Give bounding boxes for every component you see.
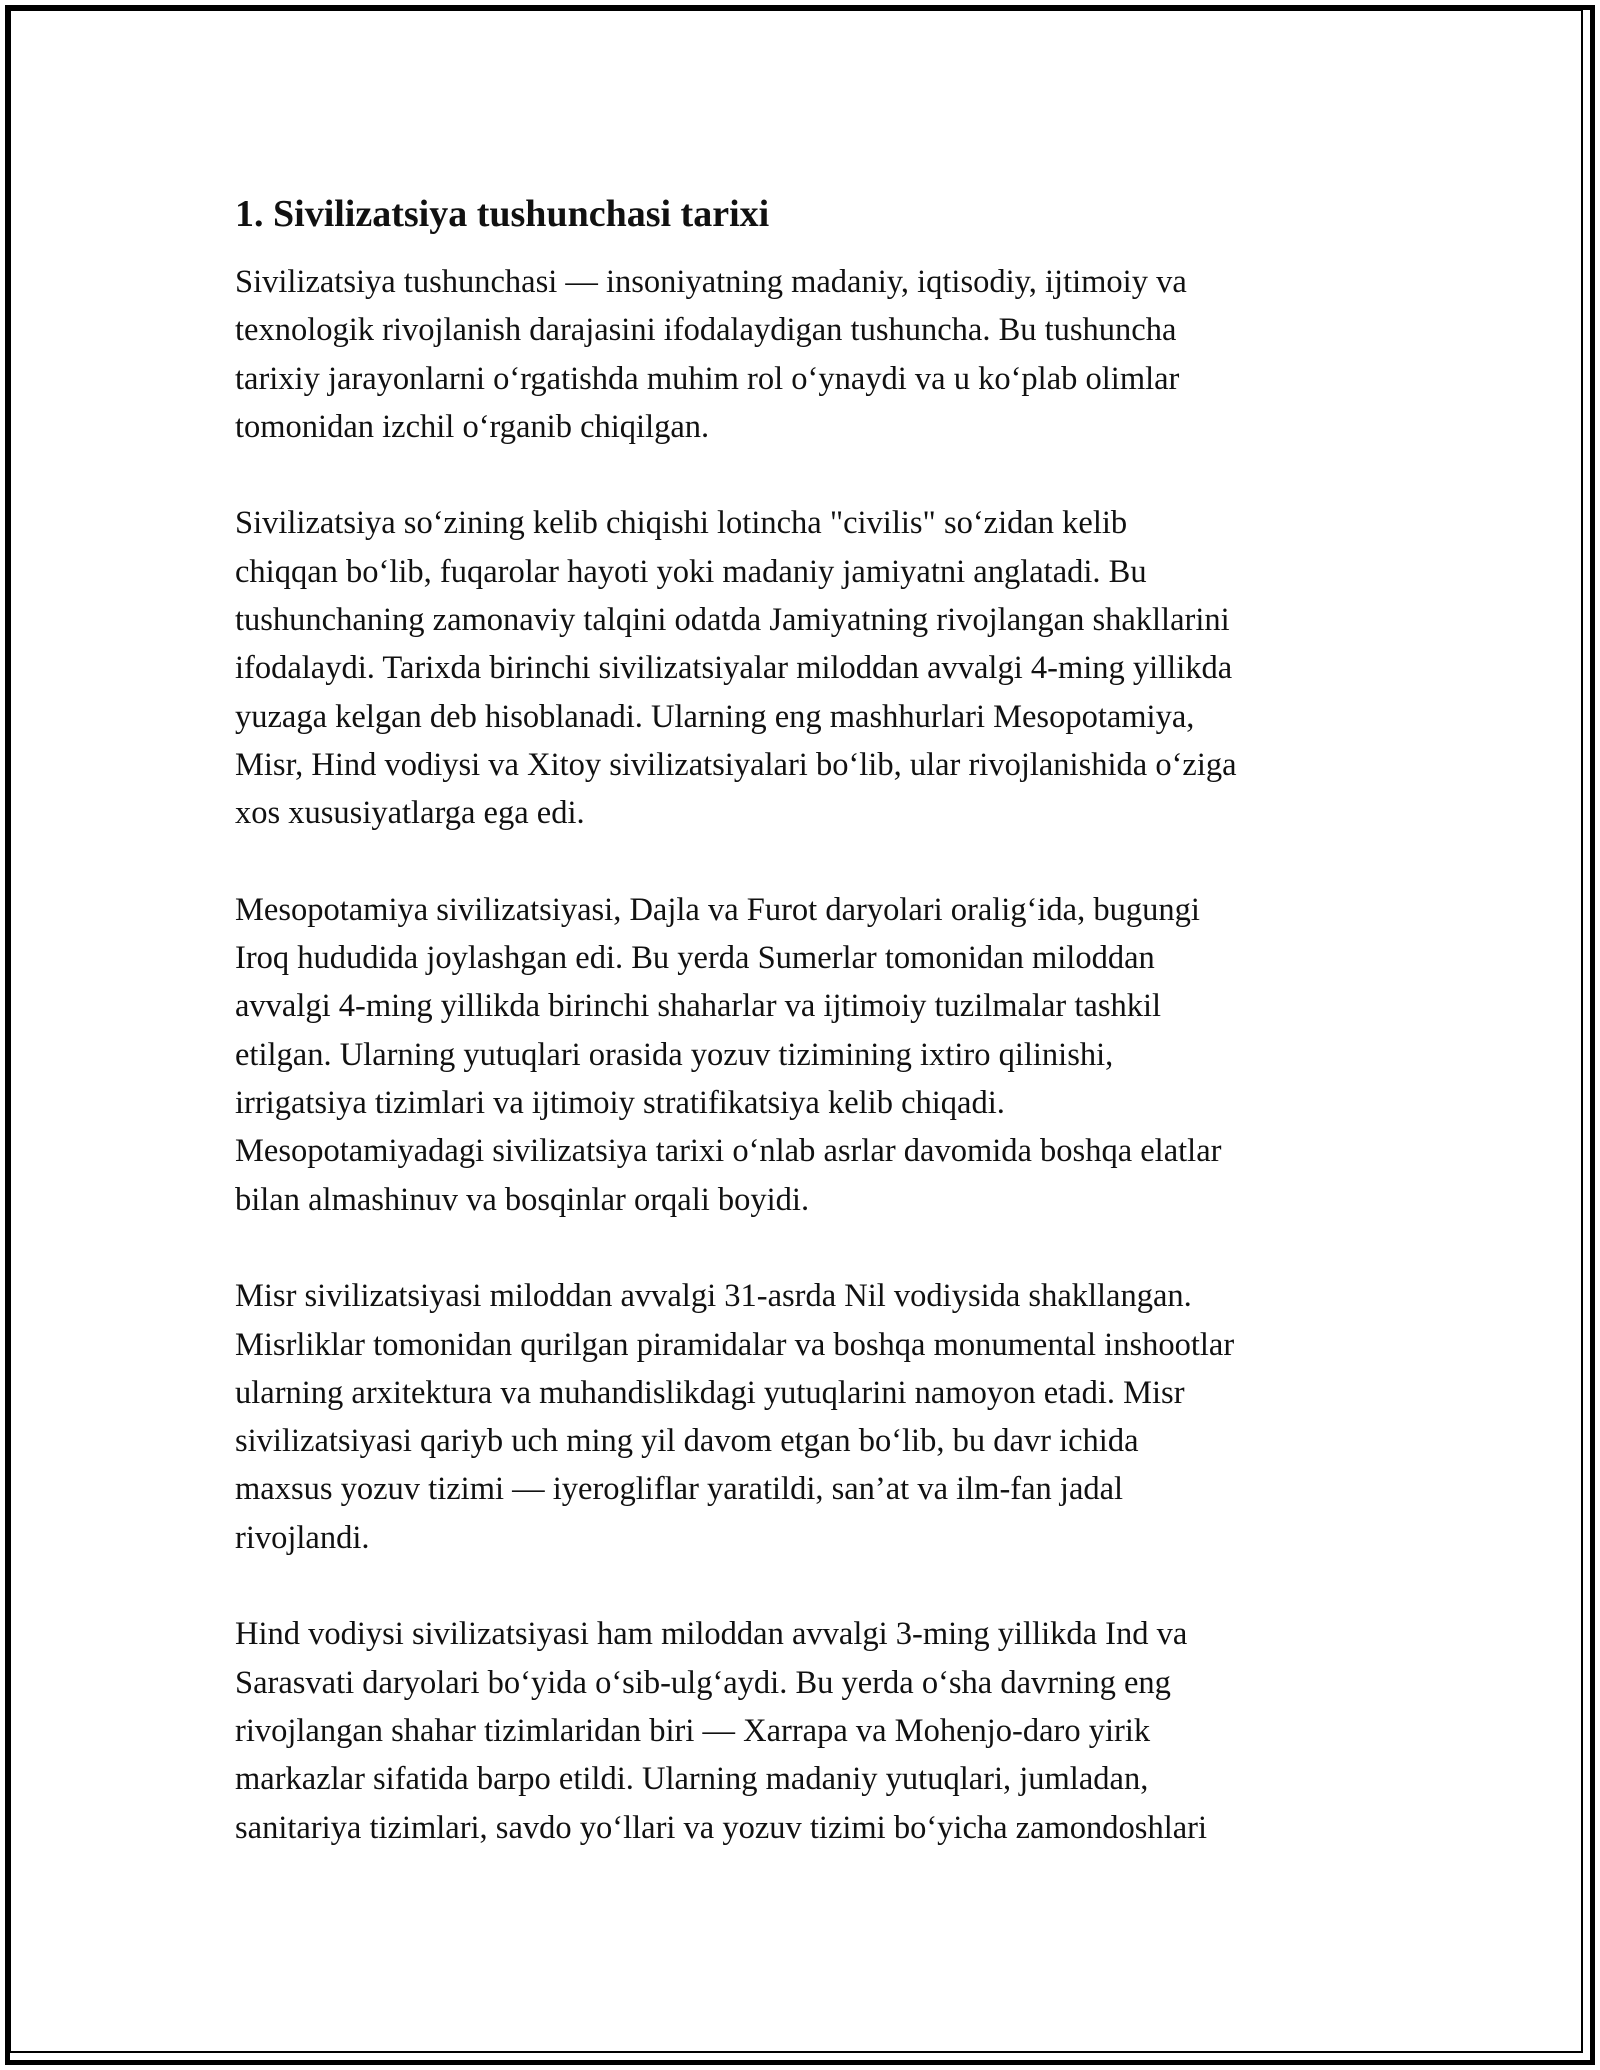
text-line: Misr, Hind vodiysi va Xitoy sivilizatsiyalari boʻlib, ular rivojlanishida oʻziga bbox=[235, 746, 1237, 783]
text-line: Misrliklar tomonidan qurilgan piramidalar va boshqa monumental inshootlar bbox=[235, 1326, 1235, 1363]
text-line: Mesopotamiya sivilizatsiyasi, Dajla va Furot daryolari oraligʻida, bugungi bbox=[235, 891, 1200, 928]
text-line: xos xususiyatlarga ega edi. bbox=[235, 795, 585, 832]
text-line: Iroq hududida joylashgan edi. Bu yerda Sumerlar tomonidan miloddan bbox=[235, 940, 1155, 977]
text-line: Hind vodiysi sivilizatsiyasi ham miloddan avvalgi 3-ming yillikda Ind va bbox=[235, 1616, 1188, 1653]
text-line: rivojlangan shahar tizimlaridan biri — Xarrapa va Mohenjo-daro yirik bbox=[235, 1712, 1151, 1749]
text-line: Mesopotamiyadagi sivilizatsiya tarixi oʻnlab asrlar davomida boshqa elatlar bbox=[235, 1133, 1222, 1170]
text-line: ifodalaydi. Tarixda birinchi sivilizatsiyalar miloddan avvalgi 4-ming yillikda bbox=[235, 650, 1233, 687]
text-line: Sivilizatsiya tushunchasi — insoniyatning madaniy, iqtisodiy, ijtimoiy va bbox=[235, 264, 1187, 300]
text-line: maxsus yozuv tizimi — iyerogliflar yaratildi, san’at va ilm-fan jadal bbox=[235, 1471, 1124, 1508]
paragraph-etymology bbox=[235, 499, 1385, 837]
text-line: Misr sivilizatsiyasi miloddan avvalgi 31-asrda Nil vodiysida shakllangan. bbox=[235, 1278, 1192, 1315]
paragraph-indus-valley bbox=[235, 1610, 1385, 1851]
paragraph-definition bbox=[235, 258, 1385, 451]
text-line: markazlar sifatida barpo etildi. Ularning madaniy yutuqlari, jumladan, bbox=[235, 1761, 1149, 1798]
text-line: texnologik rivojlanish darajasini ifodalaydigan tushuncha. Bu tushuncha bbox=[235, 312, 1177, 349]
text-line: tomonidan izchil oʻrganib chiqilgan. bbox=[235, 408, 710, 445]
text-line: tushunchaning zamonaviy talqini odatda Jamiyatning rivojlangan shakllarini bbox=[235, 602, 1230, 639]
section-heading: 1. Sivilizatsiya tushunchasi tarixi bbox=[235, 193, 770, 235]
paragraph-mesopotamia bbox=[235, 886, 1385, 1224]
text-line: tarixiy jarayonlarni oʻrgatishda muhim rol oʻynaydi va u koʻplab olimlar bbox=[235, 360, 1180, 397]
text-line: yuzaga kelgan deb hisoblanadi. Ularning eng mashhurlari Mesopotamiya, bbox=[235, 698, 1195, 735]
text-line: sanitariya tizimlari, savdo yoʻllari va yozuv tizimi boʻyicha zamondoshlari bbox=[235, 1809, 1208, 1846]
document-body bbox=[235, 186, 1385, 1900]
text-line: ularning arxitektura va muhandislikdagi yutuqlarini namoyon etadi. Misr bbox=[235, 1374, 1185, 1411]
text-line: bilan almashinuv va bosqinlar orqali boyidi. bbox=[235, 1181, 810, 1218]
text-line: rivojlandi. bbox=[235, 1519, 370, 1556]
paragraph-egypt bbox=[235, 1272, 1385, 1562]
text-line: irrigatsiya tizimlari va ijtimoiy stratifikatsiya kelib chiqadi. bbox=[235, 1085, 1005, 1122]
text-line: avvalgi 4-ming yillikda birinchi shaharlar va ijtimoiy tuzilmalar tashkil bbox=[235, 988, 1162, 1025]
text-line: Sarasvati daryolari boʻyida oʻsib-ulgʻaydi. Bu yerda oʻsha davrning eng bbox=[235, 1664, 1171, 1701]
text-line: etilgan. Ularning yutuqlari orasida yozuv tizimining ixtiro qilinishi, bbox=[235, 1036, 1114, 1073]
text-line: chiqqan boʻlib, fuqarolar hayoti yoki madaniy jamiyatni anglatadi. Bu bbox=[235, 553, 1147, 590]
text-line: sivilizatsiyasi qariyb uch ming yil davom etgan boʻlib, bu davr ichida bbox=[235, 1423, 1139, 1460]
text-line: Sivilizatsiya soʻzining kelib chiqishi lotincha "civilis" soʻzidan kelib bbox=[235, 505, 1128, 542]
